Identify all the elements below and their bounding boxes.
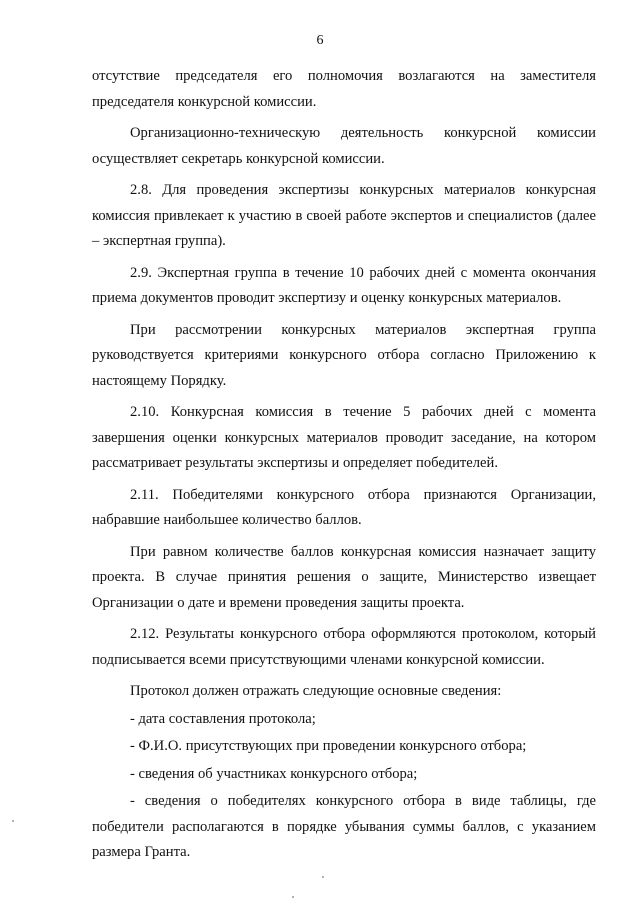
- scan-speck: [12, 820, 14, 822]
- list-item: - Ф.И.О. присутствующих при проведении конкурсного отбора;: [130, 738, 527, 754]
- list-item: - сведения о победителях конкурсного отбора в виде таблицы, где победители располагаются в порядке убывания суммы баллов, с указанием размера Гранта.: [92, 793, 596, 860]
- paragraph-2-8: 2.8. Для проведения экспертизы конкурсных материалов конкурсная комиссия привлекает к участию в своей работе экспертов и специалистов (далее – экспертная группа).: [92, 182, 596, 249]
- document-body: [92, 64, 596, 868]
- page-number: 6: [316, 33, 324, 48]
- paragraph-2-9: 2.9. Экспертная группа в течение 10 рабочих дней с момента окончания приема документов проводит экспертизу и оценку конкурсных материалов.: [92, 264, 596, 306]
- paragraph-secretary: Организационно-техническую деятельность конкурсной комиссии осуществляет секретарь конкурсной комиссии.: [92, 125, 596, 167]
- paragraph-continuation: отсутствие председателя его полномочия возлагаются на заместителя председателя конкурсной комиссии.: [92, 68, 596, 110]
- paragraph-protocol-contents: Протокол должен отражать следующие основные сведения:: [130, 683, 502, 699]
- paragraph-2-12: 2.12. Результаты конкурсного отбора оформляются протоколом, который подписывается всеми присутствующими членами конкурсной комиссии.: [92, 626, 596, 668]
- scan-speck: [322, 876, 324, 878]
- list-item: - сведения об участниках конкурсного отбора;: [130, 765, 418, 782]
- paragraph-equal-points: При равном количестве баллов конкурсная комиссия назначает защиту проекта. В случае принятия решения о защите, Министерство извещает Организации о дате и времени проведения защиты проекта.: [92, 543, 596, 611]
- paragraph-expert-criteria: При рассмотрении конкурсных материалов экспертная группа руководствуется критериями конкурсного отбора согласно Приложению к настоящему Порядку.: [92, 321, 596, 389]
- paragraph-2-10: 2.10. Конкурсная комиссия в течение 5 рабочих дней с момента завершения оценки конкурсных материалов проводит заседание, на котором рассматривает результаты экспертизы и определяет победителей.: [92, 404, 596, 471]
- paragraph-2-11: 2.11. Победителями конкурсного отбора признаются Организации, набравшие наибольшее количество баллов.: [92, 486, 596, 528]
- scan-speck: [292, 896, 294, 898]
- list-item: - дата составления протокола;: [130, 710, 316, 727]
